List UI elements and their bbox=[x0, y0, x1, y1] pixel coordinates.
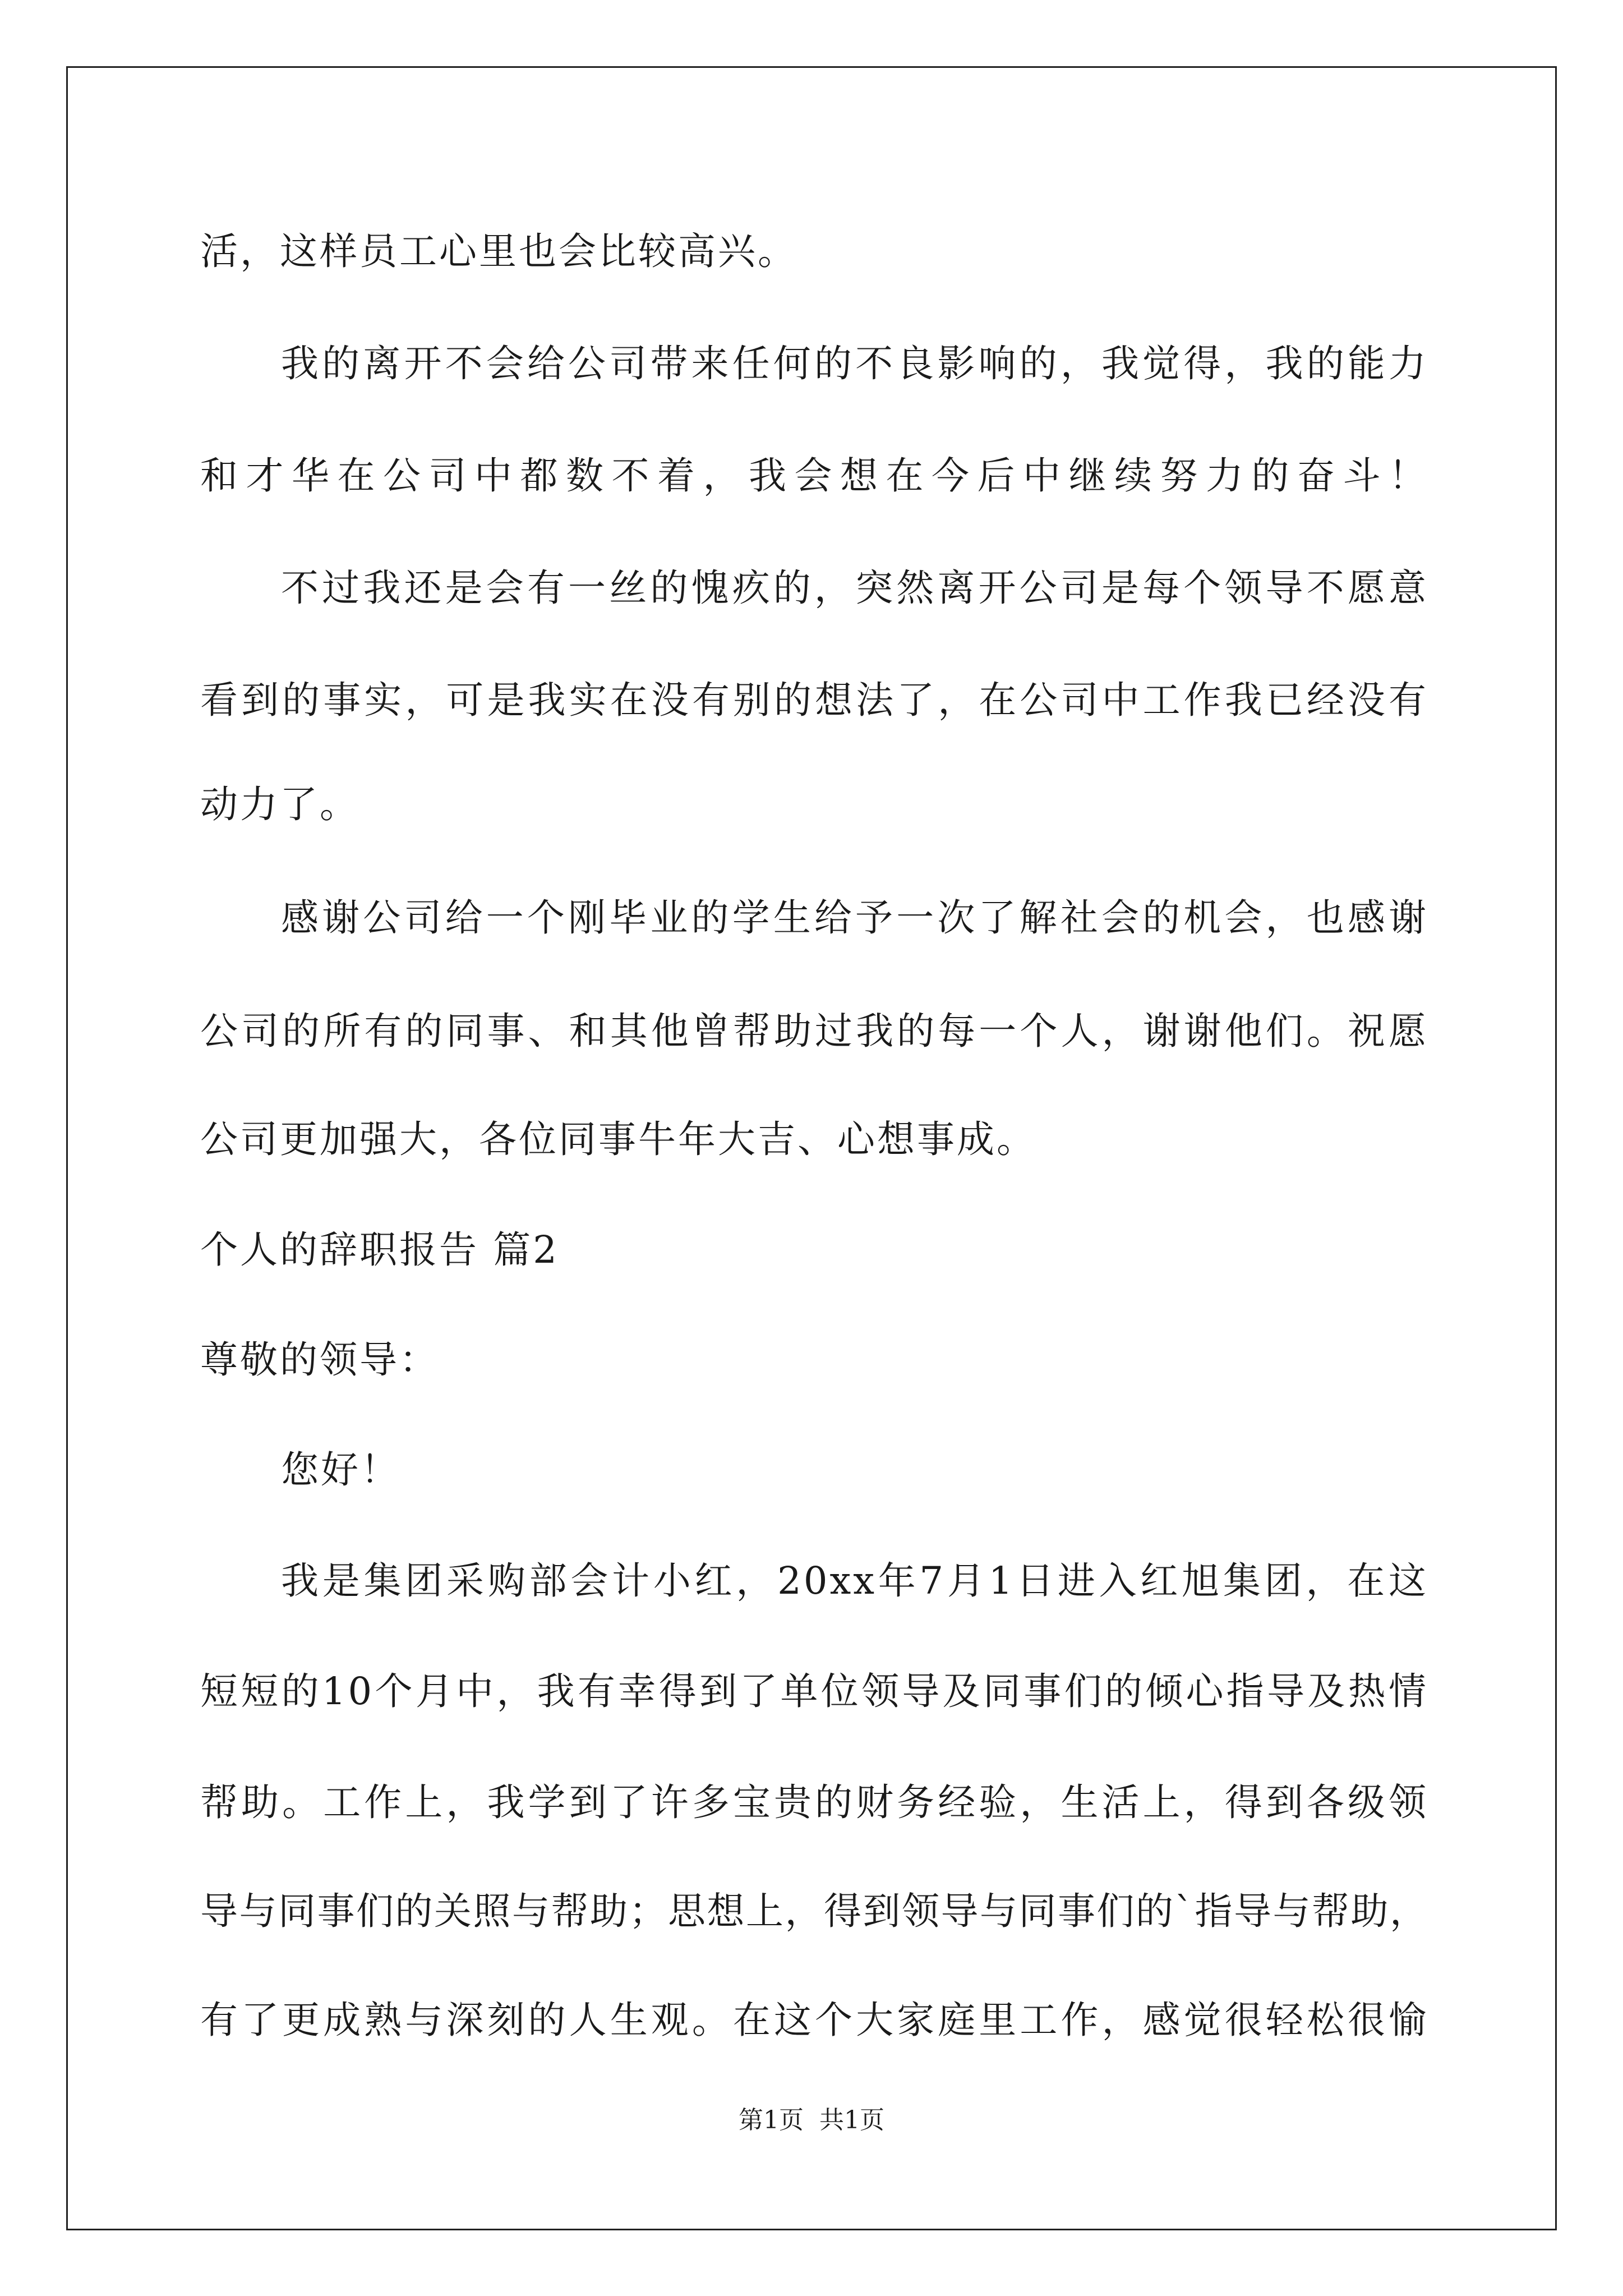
greeting: 您好！ bbox=[281, 1448, 400, 1492]
body-line: 公司更加强大，各位同事牛年大吉、心想事成。 bbox=[200, 1117, 1036, 1161]
body-line: 公司的所有的同事、和其他曾帮助过我的每一个人，谢谢他们。祝愿 bbox=[200, 1009, 1428, 1053]
body-line: 看到的事实，可是我实在没有别的想法了，在公司中工作我已经没有 bbox=[200, 678, 1428, 722]
body-line: 不过我还是会有一丝的愧疚的，突然离开公司是每个领导不愿意 bbox=[281, 566, 1428, 610]
body-line: 导与同事们的关照与帮助；思想上，得到领导与同事们的`指导与帮助， bbox=[200, 1889, 1428, 1933]
body-line: 动力了。 bbox=[200, 783, 359, 826]
body-line: 感谢公司给一个刚毕业的学生给予一次了解社会的机会，也感谢 bbox=[281, 896, 1428, 940]
body-line: 帮助。工作上，我学到了许多宝贵的财务经验，生活上，得到各级领 bbox=[200, 1780, 1428, 1824]
salutation: 尊敬的领导： bbox=[200, 1338, 439, 1382]
body-line: 活，这样员工心里也会比较高兴。 bbox=[200, 229, 797, 273]
body-line: 和才华在公司中都数不着，我会想在今后中继续努力的奋斗！ bbox=[200, 454, 1428, 498]
section-heading: 个人的辞职报告 篇2 bbox=[200, 1228, 559, 1272]
page-number-footer: 第1页 共1页 bbox=[739, 2106, 884, 2134]
body-line: 我的离开不会给公司带来任何的不良影响的，我觉得，我的能力 bbox=[281, 342, 1428, 385]
body-line: 短短的10个月中，我有幸得到了单位领导及同事们的倾心指导及热情 bbox=[200, 1669, 1428, 1713]
body-line: 有了更成熟与深刻的人生观。在这个大家庭里工作，感觉很轻松很愉 bbox=[200, 1998, 1428, 2042]
body-line: 我是集团采购部会计小红，20xx年7月1日进入红旭集团，在这 bbox=[281, 1559, 1428, 1603]
